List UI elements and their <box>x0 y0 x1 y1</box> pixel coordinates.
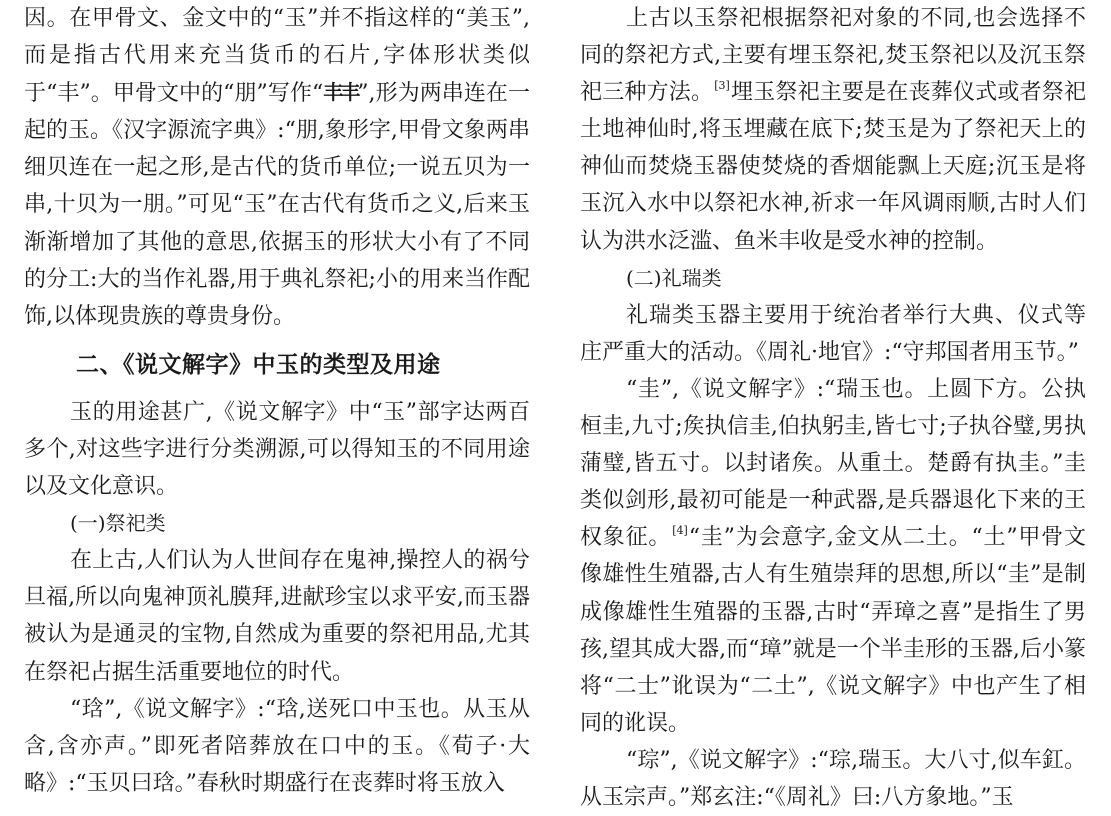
paragraph-cong: “琮”,《说文解字》:“琮,瑞玉。大八寸,似车釭。从玉宗声。”郑玄注:“《周礼》曰:八方象地。”玉 <box>580 747 1086 810</box>
text-span: “圭”为会意字,金文从二土。“土”甲骨文像雄性生殖器,古人有生殖崇拜的思想,所以“圭”是制成像雄性生殖器的玉器,古时“弄璋之喜”是指生了男孩,望其成大器,而“璋”就是一个半圭形的玉器,后小篆将“二士”讹误为“二土”,《说文解字》中也产生了相同的讹误。 <box>580 525 1086 736</box>
paragraph-sacrifice-methods <box>580 0 1086 260</box>
right-column <box>580 0 1086 816</box>
paragraph-ritual: 礼瑞类玉器主要用于统治者举行大典、仪式等庄严重大的活动。《周礼·地官》:“守邦国者用玉节。” <box>580 302 1086 365</box>
paragraph-currency <box>24 0 530 335</box>
citation-ref-4[interactable]: [4] <box>672 524 688 538</box>
text-span: 因。在甲骨文、金文中的“玉”并不指这样的“美玉”,而是指古代用来充当货币的石片,字体形状类似于“丰”。甲骨文中的“朋”写作“ <box>24 6 530 107</box>
text-span: 上古以玉祭祀根据祭祀对象的不同,也会选择不同的祭祀方式,主要有埋玉祭祀,焚玉祭祀以及沉玉祭祀三种方法。 <box>580 6 1086 106</box>
oracle-bone-peng-glyph: 丰丰 <box>323 80 358 105</box>
citation-ref-3[interactable]: [3] <box>714 79 730 93</box>
section-heading: 二、《说文解字》中玉的类型及用途 <box>76 351 441 378</box>
paragraph-han: “琀”,《说文解字》:“琀,送死口中玉也。从玉从含,含亦声。”即死者陪葬放在口中的玉。《荀子·大略》:“玉贝曰琀。”春秋时期盛行在丧葬时将玉放入 <box>24 696 530 796</box>
paragraph-sacrifice: 在上古,人们认为人世间存在鬼神,操控人的祸兮旦福,所以向鬼神顶礼膜拜,进献珍宝以求平安,而玉器被认为是通灵的宝物,自然成为重要的祭祀用品,尤其在祭祀占据生活重要地位的时代。 <box>24 548 530 685</box>
paragraph-usage-intro: 玉的用途甚广,《说文解字》中“玉”部字达两百多个,对这些字进行分类溯源,可以得知玉的不同用途以及文化意识。 <box>24 399 530 500</box>
subheading-sacrifice: (一)祭祀类 <box>70 511 166 536</box>
paragraph-gui <box>580 371 1086 742</box>
subheading-ritual: (二)礼瑞类 <box>626 265 722 290</box>
left-column <box>24 0 530 802</box>
text-span: “圭”,《说文解字》:“瑞玉也。上圆下方。公执桓圭,九寸;矦执信圭,伯执躬圭,皆七寸;子执谷璧,男执蒲璧,皆五寸。以封诸矦。从重土。楚爵有执圭。”圭类似剑形,最初可能是一种武器,是兵器退化下来的王权象征。 <box>580 376 1086 551</box>
text-span: 埋玉祭祀主要是在丧葬仪式或者祭祀土地神仙时,将玉埋藏在底下;焚玉是为了祭祀天上的神仙而焚烧玉器使焚烧的香烟能飘上天庭;沉玉是将玉沉入水中以祭祀水神,祈求一年风调雨顺,古时人们认为洪水泛滥、鱼米丰收是受水神的控制。 <box>580 80 1086 254</box>
text-span: ”,形为两串连在一起的玉。《汉字源流字典》:“朋,象形字,甲骨文象两串细贝连在一起之形,是古代的货币单位;一说五贝为一串,十贝为一朋。”可见“玉”在古代有货币之义,后来玉渐渐增加了其他的意思,依据玉的形状大小有了不同的分工:大的当作礼器,用于典礼祭祀;小的用来当作配饰,以体现贵族的尊贵身份。 <box>24 81 530 329</box>
